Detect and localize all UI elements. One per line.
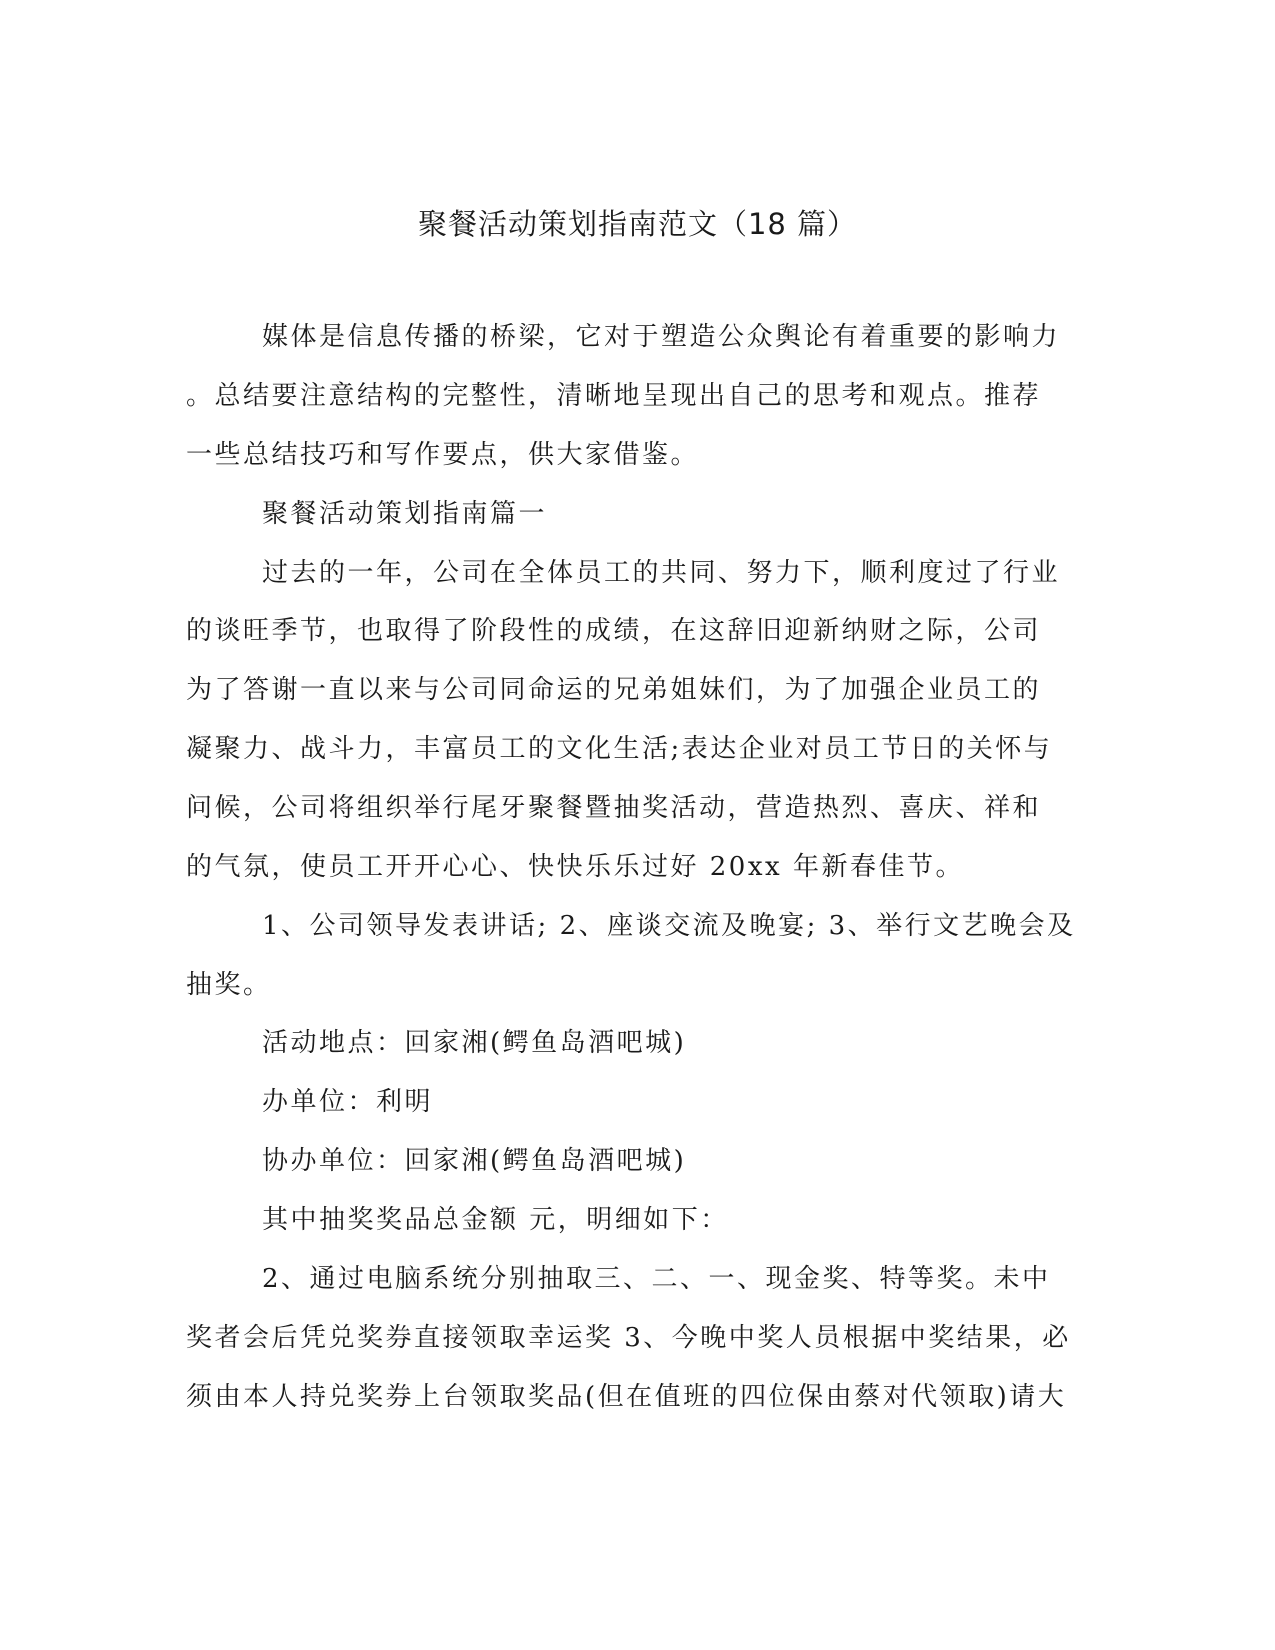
paragraph-line: 为了答谢一直以来与公司同命运的兄弟姐妹们，为了加强企业员工的 [186, 675, 1042, 705]
paragraph-line: 1、公司领导发表讲话; 2、座谈交流及晚宴; 3、举行文艺晚会及 [262, 911, 1076, 941]
paragraph-line: 抽奖。 [186, 970, 272, 1000]
paragraph-line: 2、通过电脑系统分别抽取三、二、一、现金奖、特等奖。未中 [262, 1264, 1051, 1294]
paragraph-line: 的谈旺季节，也取得了阶段性的成绩，在这辞旧迎新纳财之际，公司 [186, 616, 1042, 646]
section-heading: 聚餐活动策划指南篇一 [262, 499, 548, 529]
paragraph-line: 一些总结技巧和写作要点，供大家借鉴。 [186, 440, 700, 470]
paragraph-line: 媒体是信息传播的桥梁，它对于塑造公众舆论有着重要的影响力 [262, 322, 1061, 352]
paragraph-line: 凝聚力、战斗力，丰富员工的文化生活;表达企业对员工节日的关怀与 [186, 734, 1053, 764]
paragraph-line: 协办单位：回家湘(鳄鱼岛酒吧城) [262, 1146, 687, 1176]
paragraph-line: 活动地点：回家湘(鳄鱼岛酒吧城) [262, 1028, 687, 1058]
paragraph-line: 奖者会后凭兑奖券直接领取幸运奖 3、今晚中奖人员根据中奖结果，必 [186, 1323, 1071, 1353]
paragraph-line: 问候，公司将组织举行尾牙聚餐暨抽奖活动，营造热烈、喜庆、祥和 [186, 793, 1042, 823]
paragraph-line: 过去的一年，公司在全体员工的共同、努力下，顺利度过了行业 [262, 558, 1061, 588]
paragraph-line: 。总结要注意结构的完整性，清晰地呈现出自己的思考和观点。推荐 [186, 381, 1042, 411]
paragraph-line: 的气氛，使员工开开心心、快快乐乐过好 20xx 年新春佳节。 [186, 852, 964, 882]
paragraph-line: 办单位：利明 [262, 1087, 434, 1117]
paragraph-line: 其中抽奖奖品总金额 元，明细如下： [262, 1205, 729, 1235]
document-title: 聚餐活动策划指南范文（18 篇） [417, 207, 858, 241]
paragraph-line: 须由本人持兑奖券上台领取奖品(但在值班的四位保由蔡对代领取)请大 [186, 1382, 1067, 1412]
